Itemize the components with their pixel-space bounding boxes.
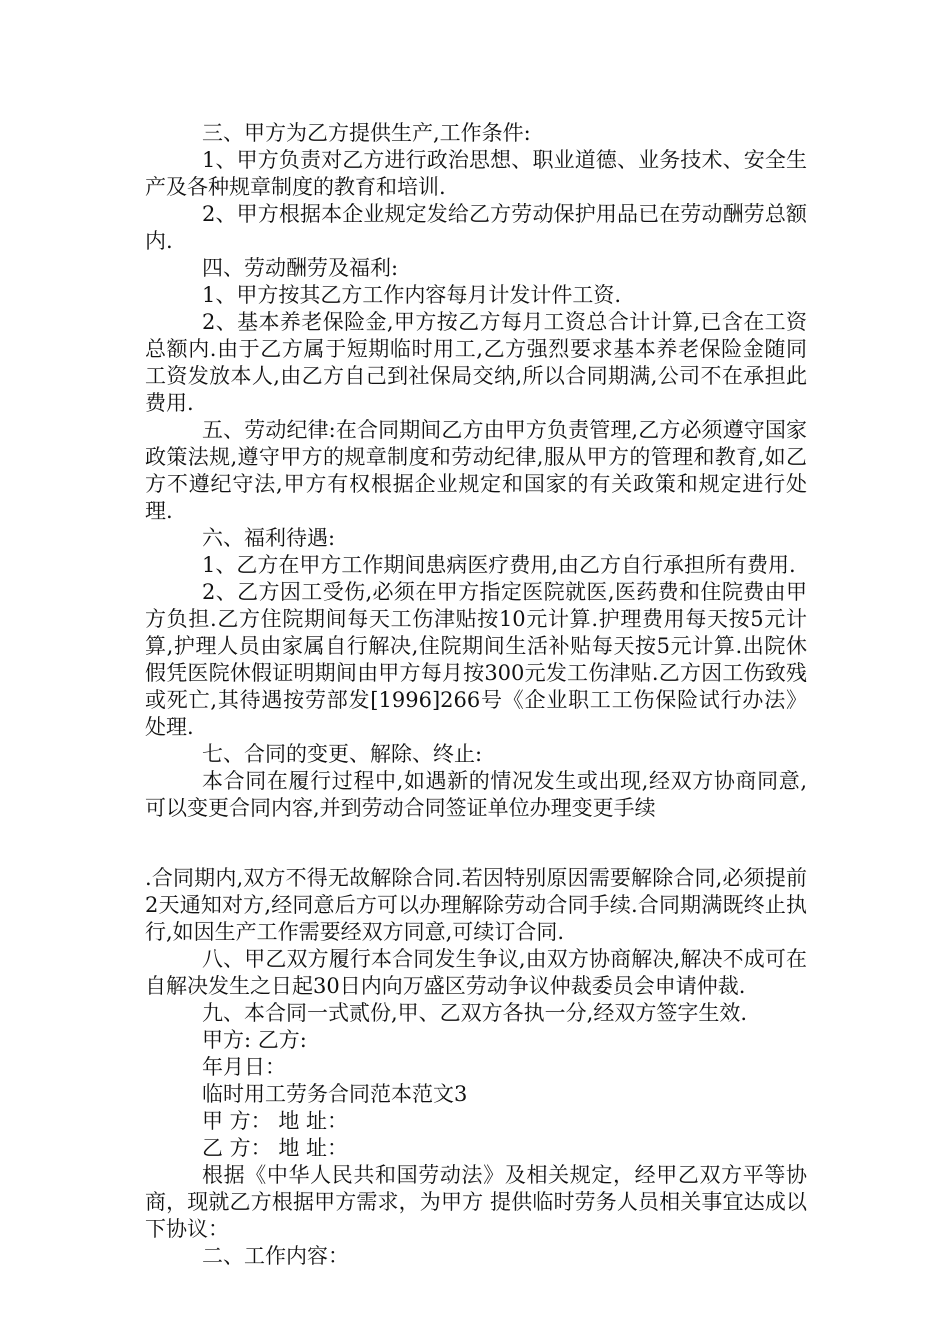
section-heading-welfare: 六、福利待遇: — [202, 526, 336, 550]
paragraph: 八、甲乙双方履行本合同发生争议,由双方协商解决,解决不成可在自解决发生之日起30日内向万盛区劳动争议仲裁委员会申请仲裁. — [145, 947, 807, 998]
signature-parties-line: 甲方: 乙方: — [202, 1028, 307, 1052]
paragraph: 1、乙方在甲方工作期间患病医疗费用,由乙方自行承担所有费用. — [202, 553, 796, 577]
section-heading-discipline: 五、劳动纪律:在合同期间乙方由甲方负责管理,乙方必须遵守国家政策法规,遵守甲方的规章制度和劳动纪律,服从甲方的管理和教育,如乙方不遵纪守法,甲方有权根据企业规定和国家的有关政策和规定进行处理. — [145, 418, 807, 523]
paragraph: 1、甲方按其乙方工作内容每月计发计件工资. — [202, 283, 622, 307]
section-heading-contract-changes: 七、合同的变更、解除、终止: — [202, 742, 483, 766]
paragraph: 本合同在履行过程中,如遇新的情况发生或出现,经双方协商同意,可以变更合同内容,并到劳动合同签证单位办理变更手续 — [145, 769, 807, 820]
date-line: 年月日： — [202, 1055, 286, 1079]
paragraph: 2、甲方根据本企业规定发给乙方劳动保护用品已在劳动酬劳总额内. — [145, 202, 807, 253]
section-heading-compensation: 四、劳动酬劳及福利: — [202, 256, 399, 280]
paragraph: 2、乙方因工受伤,必须在甲方指定医院就医,医药费和住院费由甲方负担.乙方住院期间每天工伤津贴按10元计算.护理费用每天按5元计算,护理人员由家属自行解决,住院期间生活补贴每天按5元计算.出院休假凭医院休假证明期间由甲方每月按300元发工伤津贴.乙方因工伤致残或死亡,其待遇按劳部发[1996]266号《企业职工工伤保险试行办法》处理. — [145, 580, 807, 739]
party-a-address-line: 甲 方： 地 址： — [202, 1109, 349, 1133]
paragraph: 2、基本养老保险金,甲方按乙方每月工资总合计计算,已含在工资总额内.由于乙方属于短期临时用工,乙方强烈要求基本养老保险金随同工资发放本人,由乙方自己到社保局交纳,所以合同期满,公司不在承担此费用. — [145, 310, 807, 415]
paragraph: 根据《中华人民共和国劳动法》及相关规定，经甲乙双方平等协商，现就乙方根据甲方需求，为甲方 提供临时劳务人员相关事宜达成以下协议： — [145, 1163, 807, 1241]
document-subtitle: 临时用工劳务合同范本范文3 — [202, 1082, 468, 1106]
paragraph: 1、甲方负责对乙方进行政治思想、职业道德、业务技术、安全生产及各种规章制度的教育和培训. — [145, 148, 807, 199]
section-heading-work-content: 二、工作内容： — [202, 1244, 349, 1268]
section-heading-work-conditions: 三、甲方为乙方提供生产,工作条件: — [202, 121, 531, 145]
paragraph-continuation: .合同期内,双方不得无故解除合同.若因特别原因需要解除合同,必须提前2天通知对方,经同意后方可以办理解除劳动合同手续.合同期满既终止执行,如因生产工作需要经双方同意,可续订合同. — [145, 866, 807, 944]
party-b-address-line: 乙 方： 地 址： — [202, 1136, 349, 1160]
document-body — [145, 120, 807, 1270]
page-break-gap — [145, 822, 807, 865]
paragraph: 九、本合同一式贰份,甲、乙双方各执一分,经双方签字生效. — [202, 1001, 748, 1025]
